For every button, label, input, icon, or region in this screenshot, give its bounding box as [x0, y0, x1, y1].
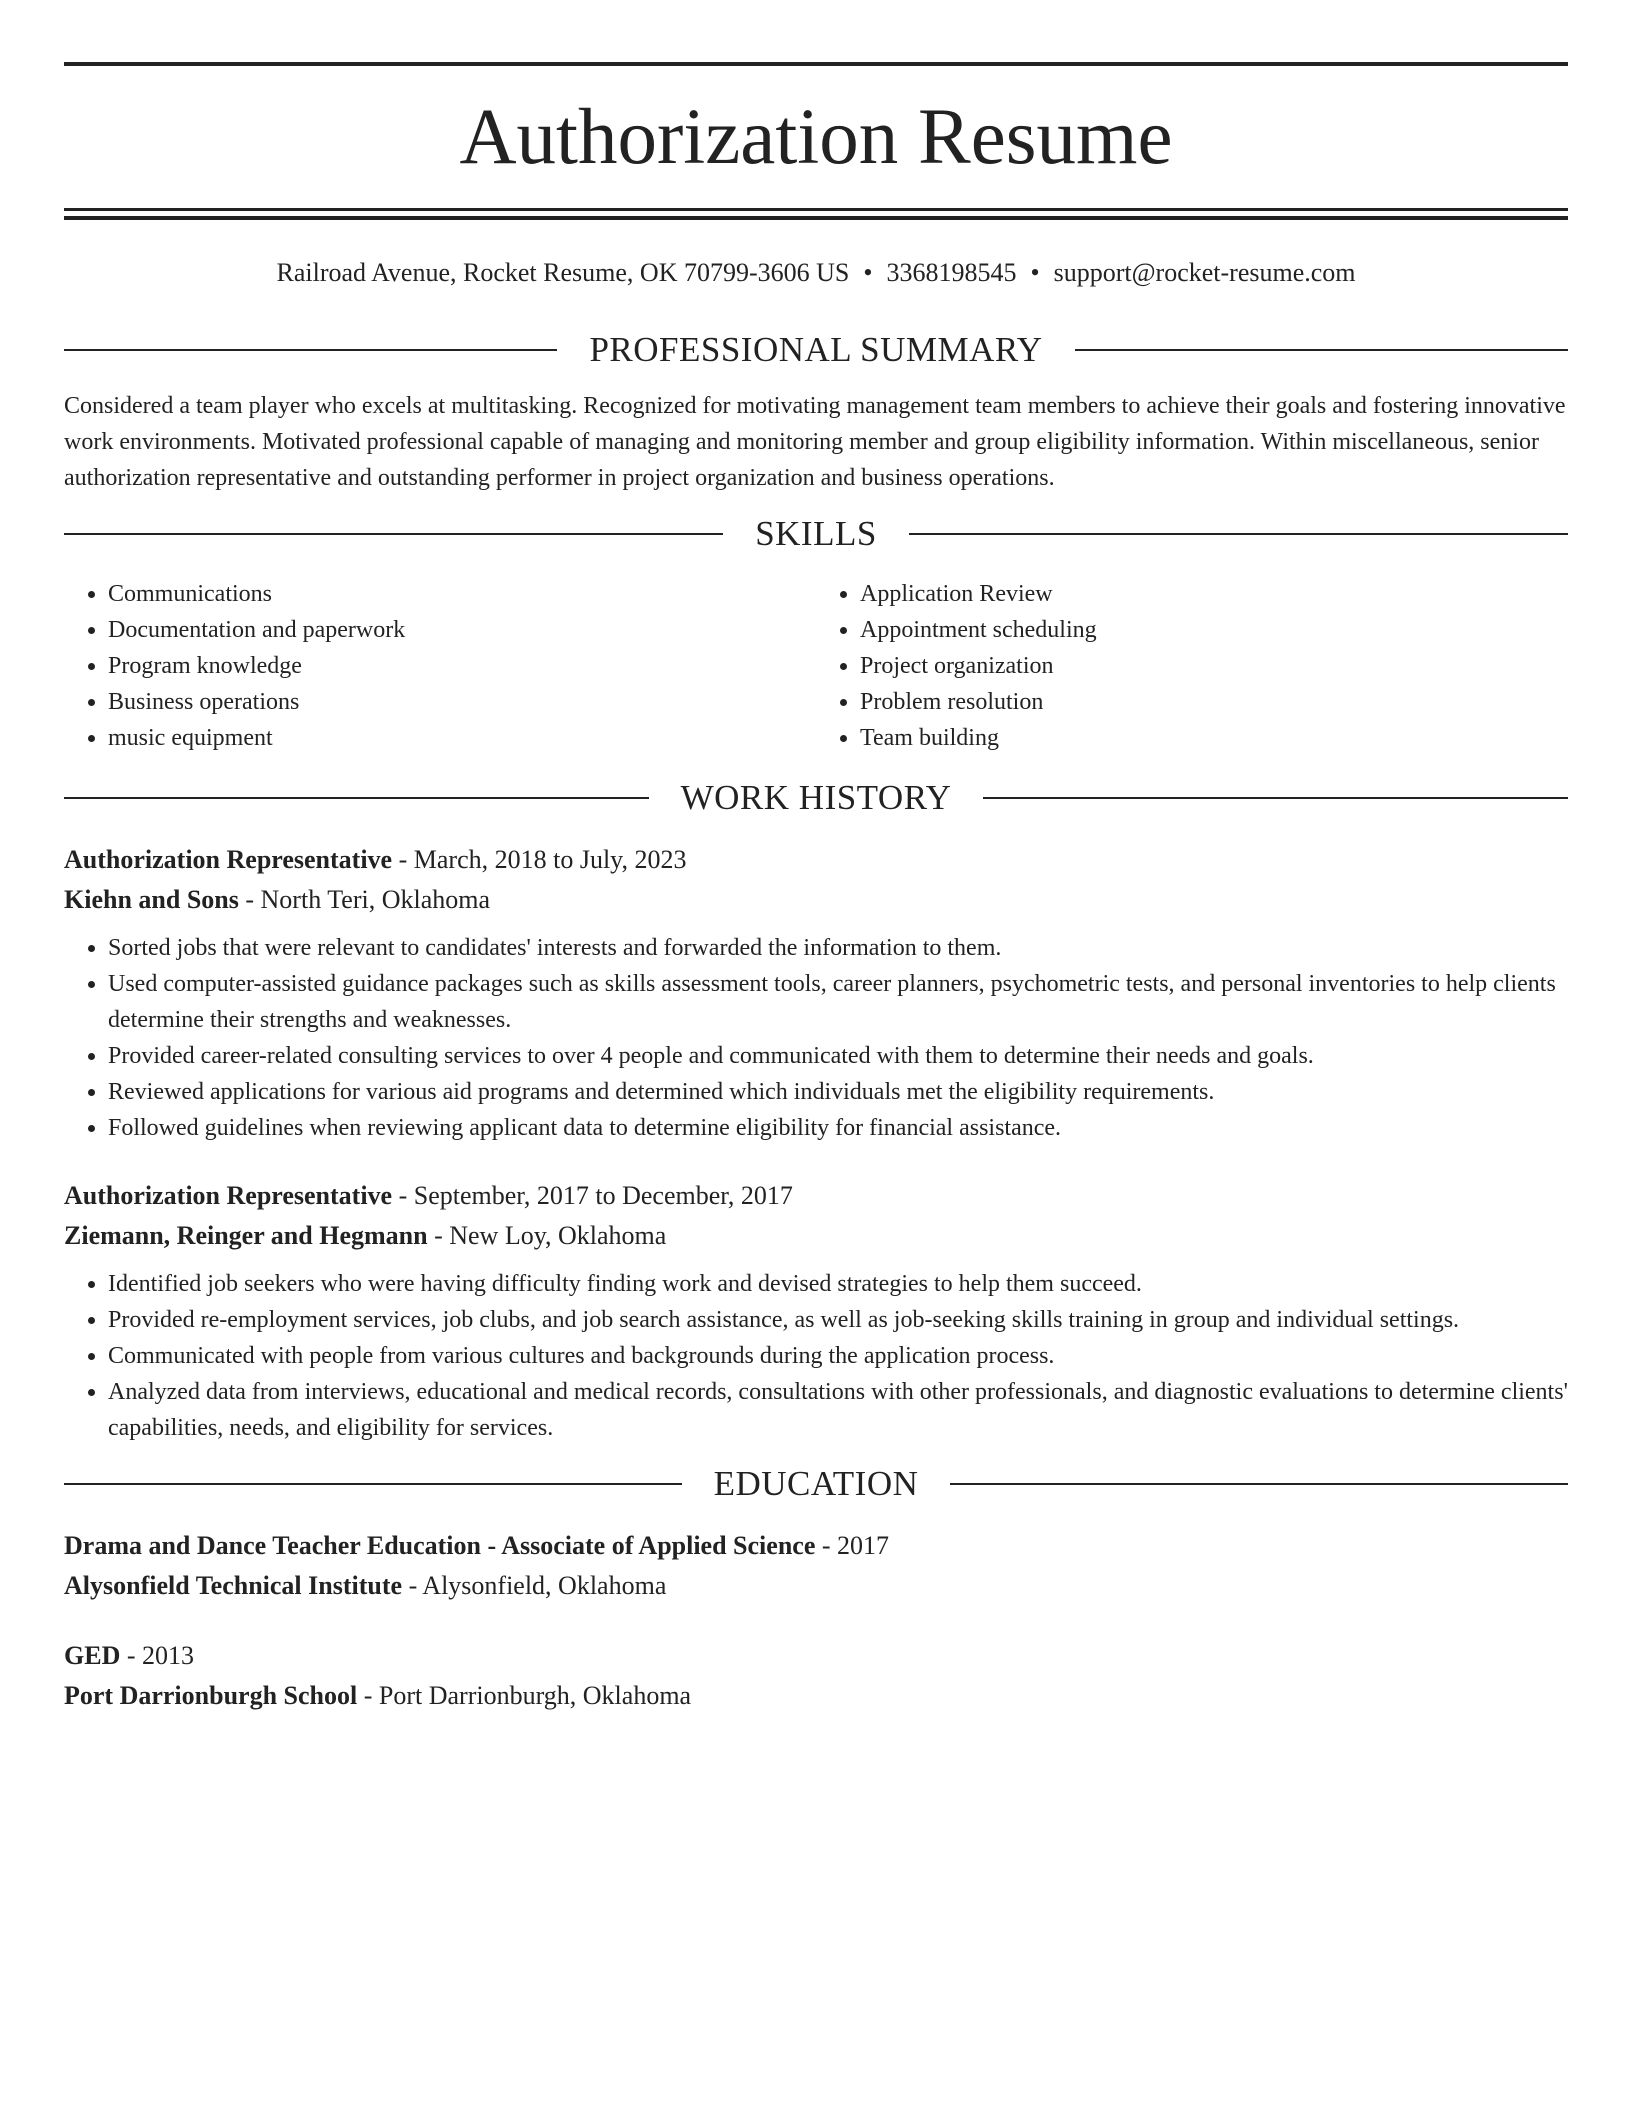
section-divider [64, 1483, 682, 1485]
contact-separator: • [863, 258, 873, 287]
education-school-line [64, 1566, 1568, 1606]
job-bullet: • Followed guidelines when reviewing applicant data to determine eligibility for financial assistance. [108, 1110, 1568, 1146]
education-location: - Port Darrionburgh, Oklahoma [357, 1681, 692, 1710]
job-company: Ziemann, Reinger and Hegmann [64, 1221, 428, 1250]
contact-phone[interactable]: 3368198545 [886, 258, 1017, 287]
education-entry [64, 1636, 1568, 1716]
job-bullet: • Reviewed applications for various aid programs and determined which individuals met the eligibility requirements. [108, 1074, 1568, 1110]
education-degree: GED [64, 1641, 121, 1670]
job-bullet: • Identified job seekers who were having difficulty finding work and devised strategies to help them succeed. [108, 1266, 1568, 1302]
job-bullet: • Communicated with people from various cultures and backgrounds during the application process. [108, 1338, 1568, 1374]
skills-heading: SKILLS [755, 514, 877, 553]
skill-item: • Communications [108, 576, 816, 612]
skill-item: • Appointment scheduling [860, 612, 1568, 648]
job-bullet: • Used computer-assisted guidance packages such as skills assessment tools, career planners, psychometric tests, and personal inventories to help clients determine their strengths and weaknesses. [108, 966, 1568, 1038]
education-entry [64, 1526, 1568, 1606]
resume-title: Authorization Resume [459, 94, 1173, 181]
contact-line [64, 258, 1568, 288]
job-entry [64, 840, 1568, 1146]
skills-column-left [64, 576, 816, 756]
education-school: Port Darrionburgh School [64, 1681, 358, 1710]
section-divider [64, 349, 557, 351]
job-title-line [64, 840, 1568, 880]
work-section-header [64, 778, 1568, 818]
contact-email[interactable]: support@rocket-resume.com [1053, 258, 1356, 287]
job-bullets [64, 930, 1568, 1146]
job-title-line [64, 1176, 1568, 1216]
skill-item: • Business operations [108, 684, 816, 720]
education-degree-line [64, 1636, 1568, 1676]
education-heading: EDUCATION [713, 1464, 919, 1503]
job-bullet: • Provided re-employment services, job clubs, and job search assistance, as well as job-seeking skills training in group and individual settings. [108, 1302, 1568, 1338]
skill-item: • Team building [860, 720, 1568, 756]
job-company: Kiehn and Sons [64, 885, 239, 914]
section-divider [909, 533, 1568, 535]
summary-text: Considered a team player who excels at multitasking. Recognized for motivating management team members to achieve their goals and fostering innovative work environments. Motivated professional capable of managing and monitoring member and group eligibility information. Within miscellaneous, senior authorization representative and outstanding performer in project organization and business operations. [64, 393, 1566, 491]
section-divider [950, 1483, 1568, 1485]
job-location: - North Teri, Oklahoma [238, 885, 491, 914]
work-heading: WORK HISTORY [680, 778, 952, 817]
job-company-line [64, 880, 1568, 920]
education-school: Alysonfield Technical Institute [64, 1571, 403, 1600]
education-degree-line [64, 1526, 1568, 1566]
top-rule [64, 62, 1568, 66]
skill-item: • Project organization [860, 648, 1568, 684]
education-section-header [64, 1464, 1568, 1504]
section-divider [983, 797, 1568, 799]
skill-item: • Application Review [860, 576, 1568, 612]
education-school-line [64, 1676, 1568, 1716]
education-degree: Drama and Dance Teacher Education - Associate of Applied Science [64, 1531, 816, 1560]
skill-item: • Documentation and paperwork [108, 612, 816, 648]
job-title: Authorization Representative [64, 1181, 393, 1210]
skills-section-header [64, 514, 1568, 554]
education-location: - Alysonfield, Oklahoma [402, 1571, 667, 1600]
job-dates: - March, 2018 to July, 2023 [392, 845, 687, 874]
contact-separator: • [1030, 258, 1040, 287]
education-year: - 2017 [815, 1531, 890, 1560]
skill-item: • Problem resolution [860, 684, 1568, 720]
job-bullet: • Analyzed data from interviews, educational and medical records, consultations with other professionals, and diagnostic evaluations to determine clients' capabilities, needs, and eligibility for services. [108, 1374, 1568, 1446]
skills-list [64, 576, 1568, 756]
job-bullet: • Sorted jobs that were relevant to candidates' interests and forwarded the information to them. [108, 930, 1568, 966]
job-location: - New Loy, Oklahoma [427, 1221, 667, 1250]
section-divider [1075, 349, 1568, 351]
job-bullets [64, 1266, 1568, 1446]
skill-item: • music equipment [108, 720, 816, 756]
job-title: Authorization Representative [64, 845, 393, 874]
summary-section-header [64, 330, 1568, 370]
section-divider [64, 797, 649, 799]
job-bullet: • Provided career-related consulting services to over 4 people and communicated with them to determine their needs and goals. [108, 1038, 1568, 1074]
contact-address: Railroad Avenue, Rocket Resume, OK 70799-3606 US [276, 258, 850, 287]
job-dates: - September, 2017 to December, 2017 [392, 1181, 793, 1210]
job-company-line [64, 1216, 1568, 1256]
title-double-rule [64, 208, 1568, 220]
skills-column-right [816, 576, 1568, 756]
summary-heading: PROFESSIONAL SUMMARY [589, 330, 1043, 369]
education-year: - 2013 [120, 1641, 195, 1670]
skill-item: • Program knowledge [108, 648, 816, 684]
section-divider [64, 533, 723, 535]
job-entry [64, 1176, 1568, 1446]
